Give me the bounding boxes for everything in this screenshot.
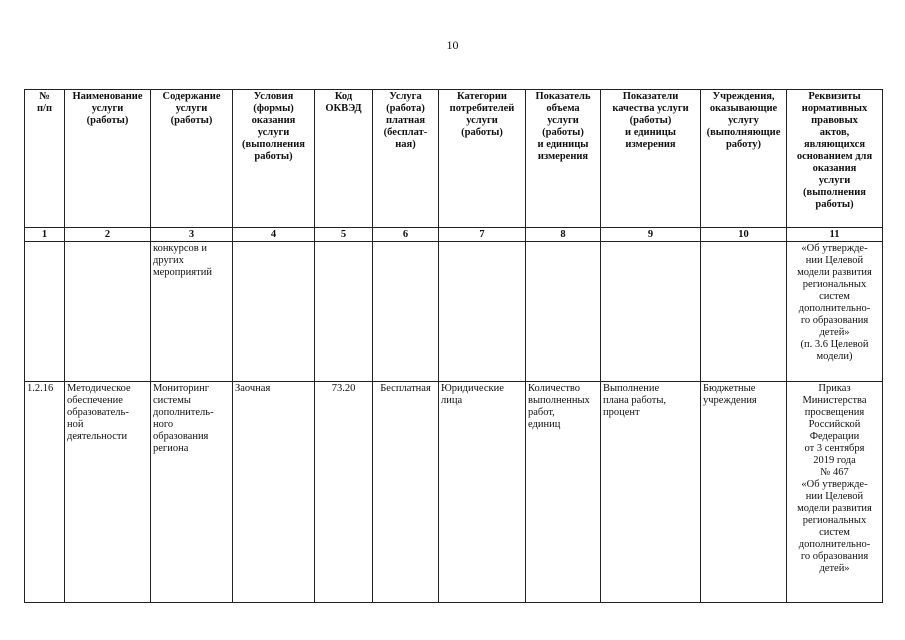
cell-conditions [233,242,315,382]
services-table [24,89,883,603]
header-cell-1: № п/п [25,90,65,228]
col-number-11: 11 [787,228,883,242]
header-cell-8: Показатель объема услуги (работы) и единицы измерения [526,90,601,228]
header-cell-2: Наименование услуги (работы) [65,90,151,228]
col-number-5: 5 [315,228,373,242]
cell-institutions: Бюджетные учреждения [701,382,787,603]
cell-conditions: Заочная [233,382,315,603]
cell-service-name: Методическое обеспечение образователь- ной деятельности [65,382,151,603]
cell-volume-indicator: Количество выполненных работ, единиц [526,382,601,603]
cell-paid: Бесплатная [373,382,439,603]
col-number-9: 9 [601,228,701,242]
table-row [25,242,883,382]
cell-legal-acts: Приказ Министерства просвещения Российской Федерации от 3 сентября 2019 года № 467 «Об утвержде- нии Целевой модели развития региональных систем дополнительно- го образования детей» [787,382,883,603]
cell-service-name [65,242,151,382]
col-number-6: 6 [373,228,439,242]
cell-quality-indicator [601,242,701,382]
header-cell-5: Код ОКВЭД [315,90,373,228]
header-cell-7: Категории потребителей услуги (работы) [439,90,526,228]
column-number-row [25,228,883,242]
header-cell-3: Содержание услуги (работы) [151,90,233,228]
cell-okved [315,242,373,382]
header-cell-10: Учреждения, оказывающие услугу (выполняющие работу) [701,90,787,228]
cell-okved: 73.20 [315,382,373,603]
cell-volume-indicator [526,242,601,382]
cell-paid [373,242,439,382]
header-row [25,90,883,228]
cell-service-content: Мониторинг системы дополнитель- ного образования региона [151,382,233,603]
header-cell-6: Услуга (работа) платная (бесплат- ная) [373,90,439,228]
table-row [25,382,883,603]
cell-number [25,242,65,382]
col-number-10: 10 [701,228,787,242]
cell-consumers: Юридические лица [439,382,526,603]
cell-service-content: конкурсов и других мероприятий [151,242,233,382]
col-number-4: 4 [233,228,315,242]
col-number-2: 2 [65,228,151,242]
cell-legal-acts: «Об утвержде- нии Целевой модели развития региональных систем дополнительно- го образования детей» (п. 3.6 Целевой модели) [787,242,883,382]
cell-consumers [439,242,526,382]
page-number: 10 [446,38,459,52]
cell-number: 1.2.16 [25,382,65,603]
cell-institutions [701,242,787,382]
header-cell-11: Реквизиты нормативных правовых актов, являющихся основанием для оказания услуги (выполнения работы) [787,90,883,228]
header-cell-9: Показатели качества услуги (работы) и единицы измерения [601,90,701,228]
cell-quality-indicator: Выполнение плана работы, процент [601,382,701,603]
header-cell-4: Условия (формы) оказания услуги (выполнения работы) [233,90,315,228]
col-number-1: 1 [25,228,65,242]
col-number-3: 3 [151,228,233,242]
col-number-7: 7 [439,228,526,242]
col-number-8: 8 [526,228,601,242]
